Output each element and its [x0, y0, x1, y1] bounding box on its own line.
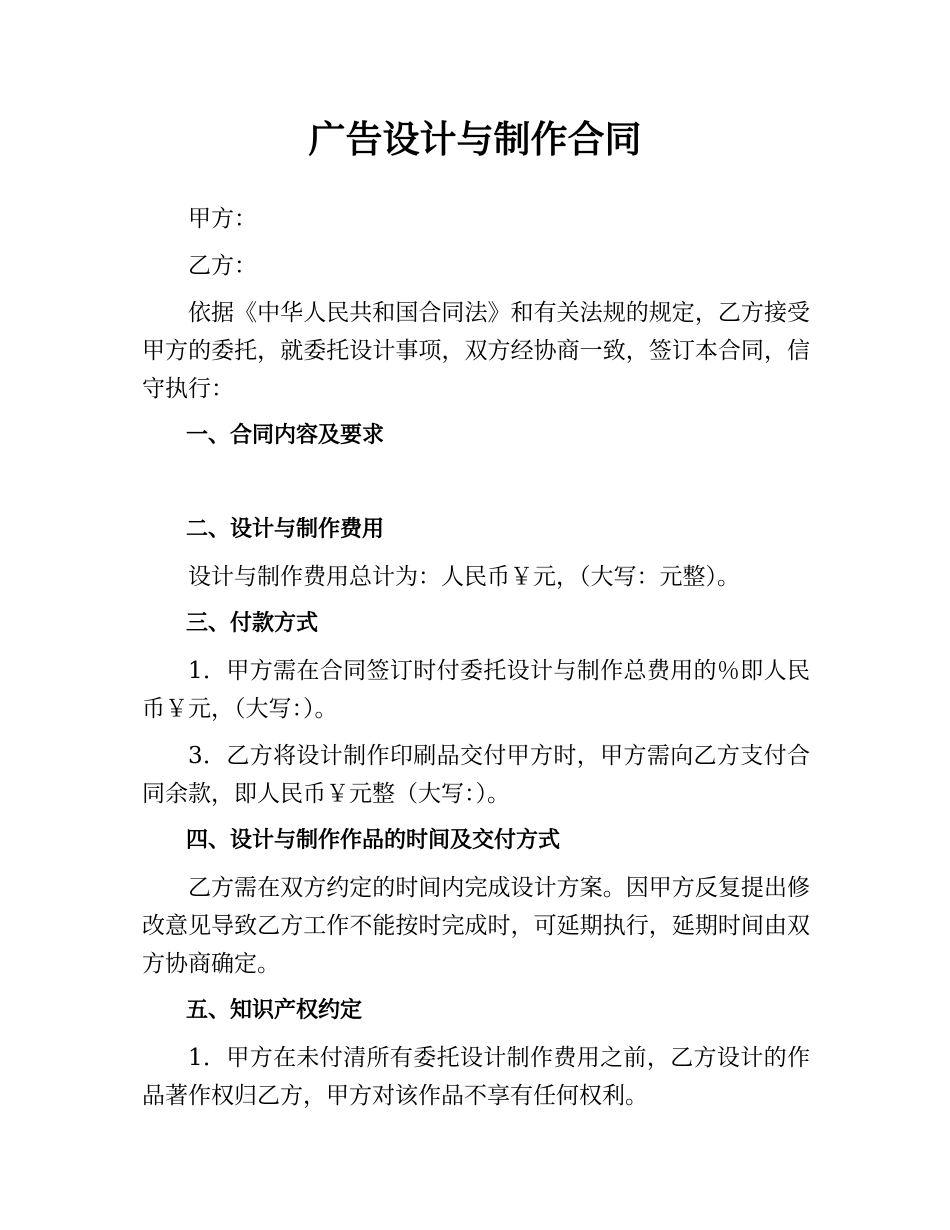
section-3-paragraph-1: 1．甲方需在合同签订时付委托设计与制作总费用的％即人民币￥元，（大写：）。 — [142, 658, 810, 722]
page-title: 广告设计与制作合同 — [308, 118, 642, 161]
section-1-heading: 一、合同内容及要求 — [186, 423, 385, 448]
section-3-paragraph-2: 3．乙方将设计制作印刷品交付甲方时，甲方需向乙方支付合同余款，即人民币￥元整（大写：）。 — [142, 743, 810, 807]
section-4-paragraph-1: 乙方需在双方约定的时间内完成设计方案。因甲方反复提出修改意见导致乙方工作不能按时完成时，可延期执行，延期时间由双方协商确定。 — [142, 875, 810, 977]
section-5-paragraph-1: 1．甲方在未付清所有委托设计制作费用之前，乙方设计的作品著作权归乙方，甲方对该作品不享有任何权利。 — [142, 1045, 810, 1109]
section-2-heading: 二、设计与制作费用 — [186, 517, 385, 542]
preamble-paragraph: 依据《中华人民共和国合同法》和有关法规的规定，乙方接受甲方的委托，就委托设计事项，双方经协商一致，签订本合同，信守执行： — [142, 300, 810, 402]
party-a-line: 甲方： — [188, 206, 257, 232]
section-2-paragraph-1: 设计与制作费用总计为：人民币￥元，（大写：元整）。 — [188, 564, 740, 590]
section-1-blank-space — [142, 464, 810, 511]
party-b-line: 乙方： — [188, 253, 257, 279]
section-4-heading: 四、设计与制作作品的时间及交付方式 — [186, 828, 561, 853]
contract-body — [142, 200, 810, 1124]
section-5-heading: 五、知识产权约定 — [186, 998, 363, 1023]
section-3-heading: 三、付款方式 — [186, 611, 319, 636]
